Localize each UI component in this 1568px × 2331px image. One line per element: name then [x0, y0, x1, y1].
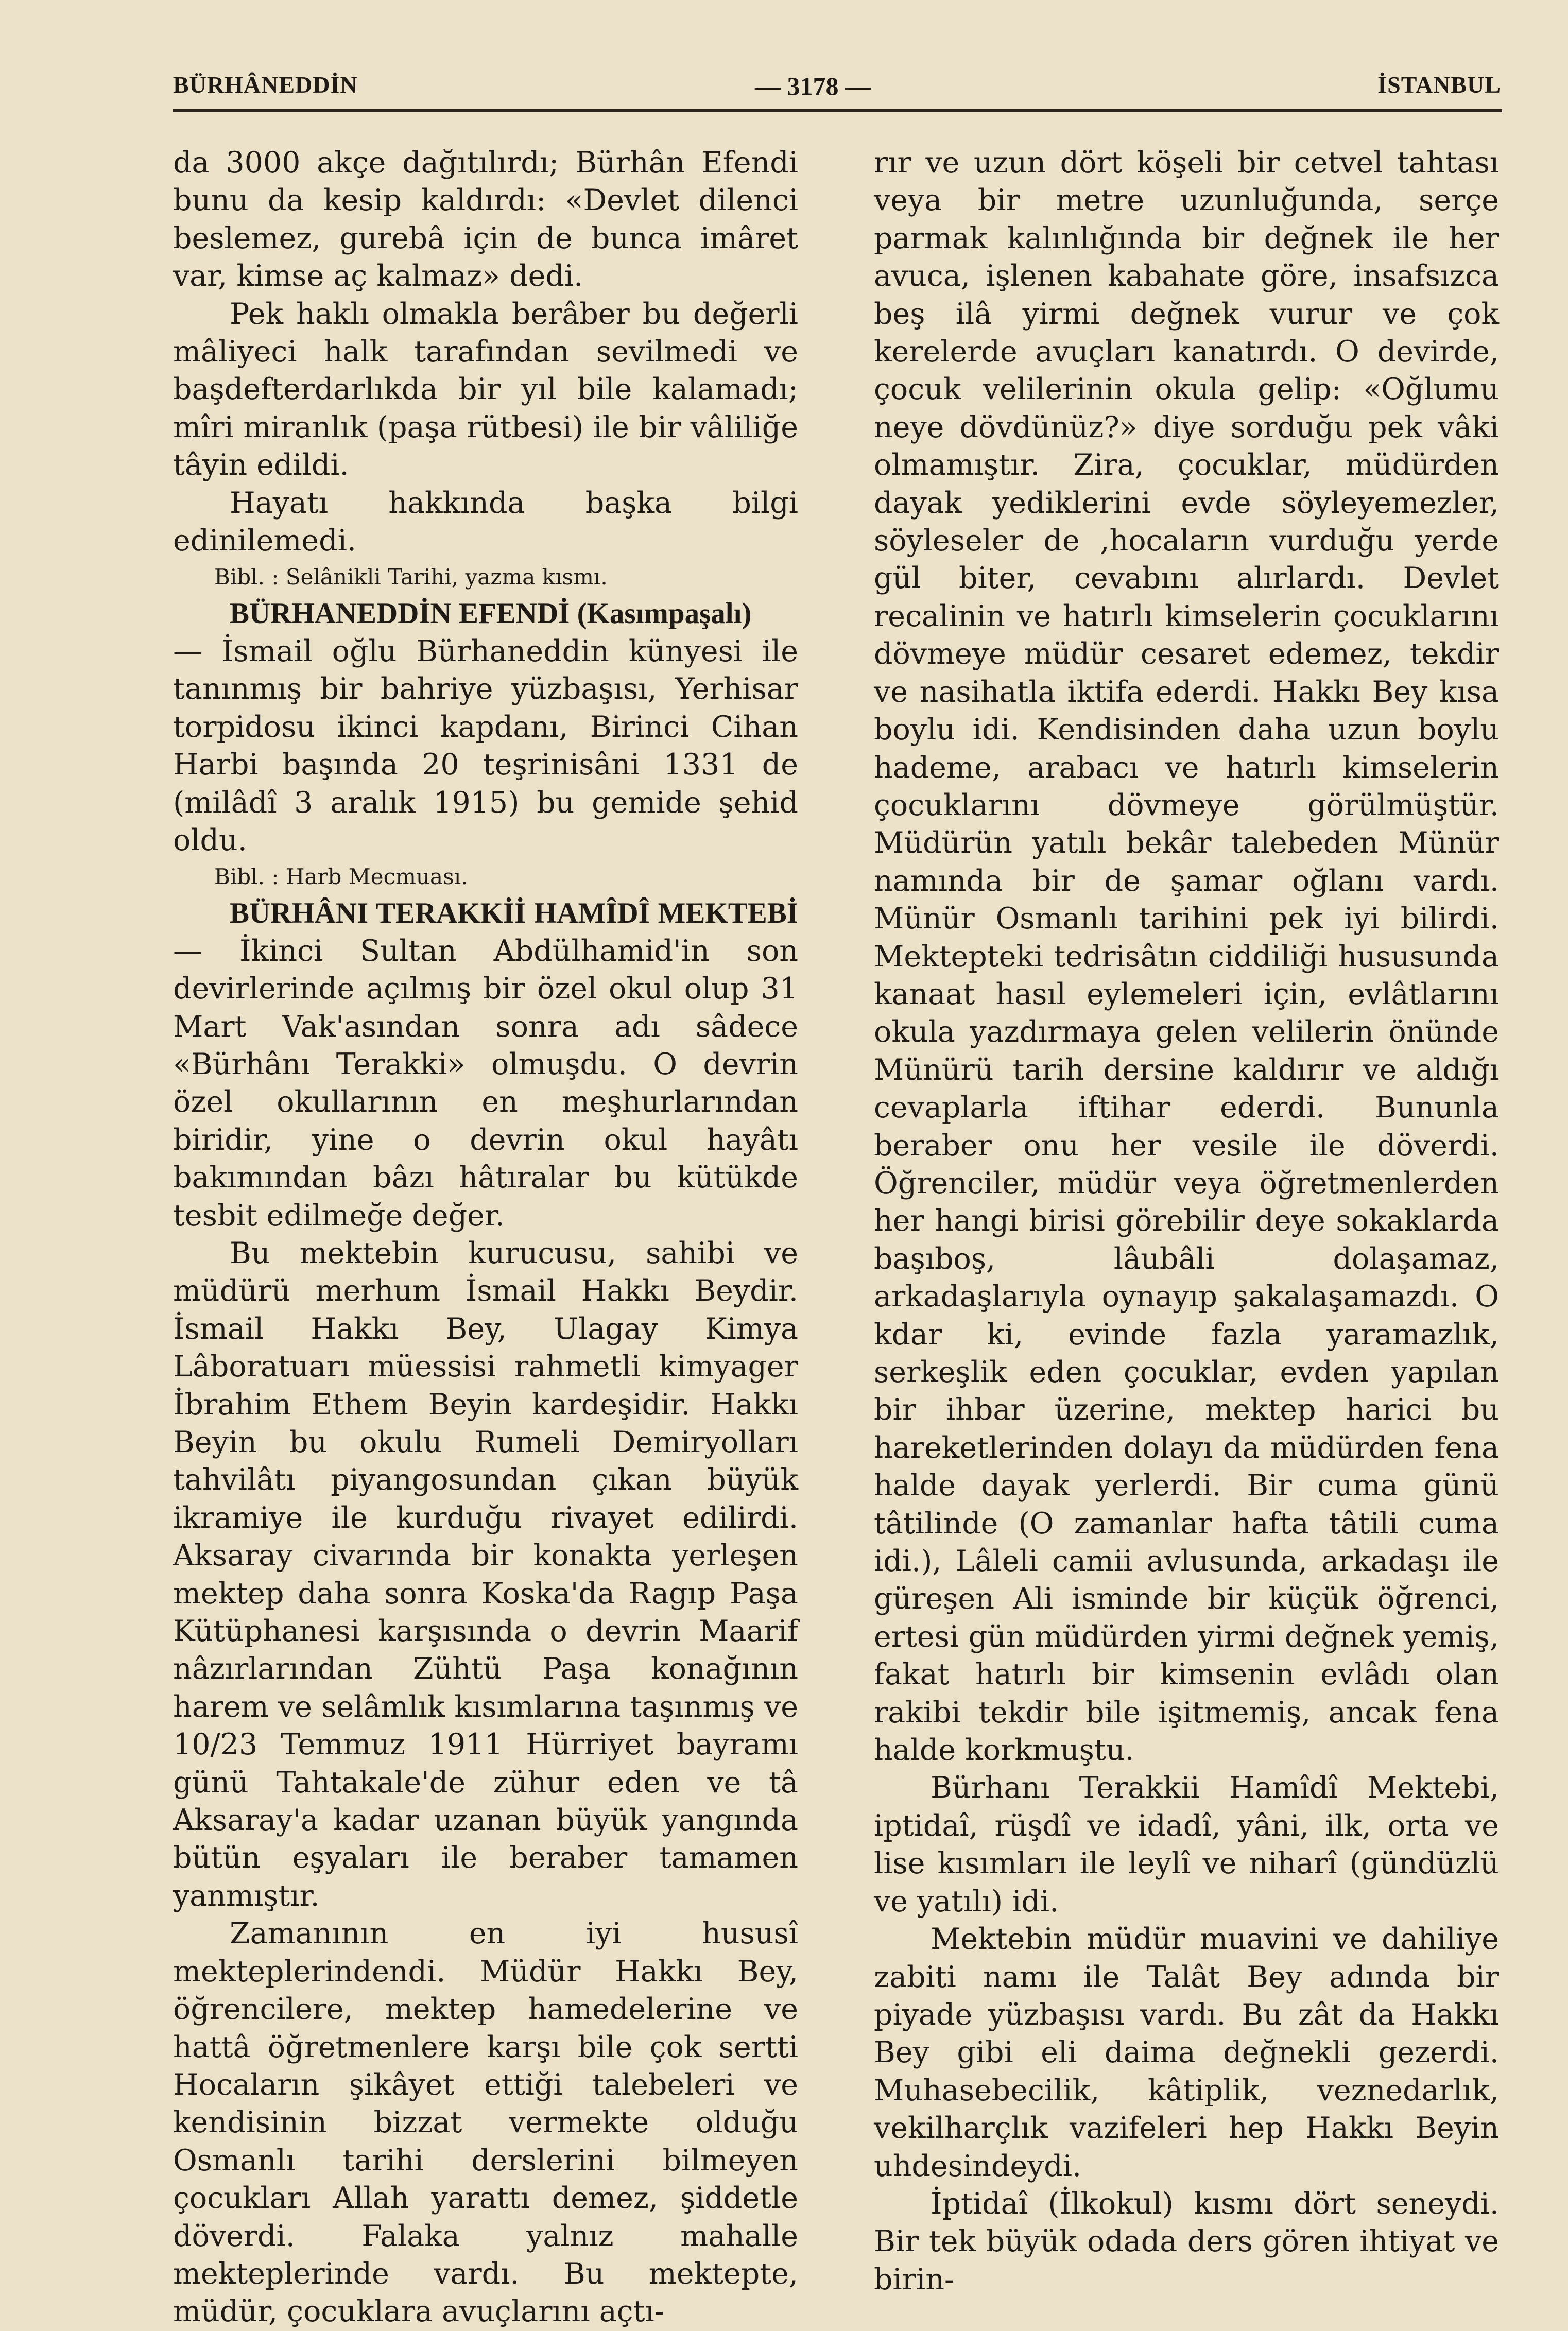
bibliography: Bibl. : Harb Mecmuası.	[214, 864, 468, 890]
paragraph: İptidaî (İlkokul) kısmı dört seneydi. Bir tek büyük odada ders gören ihtiyat ve birin-	[874, 2186, 1499, 2297]
header-rule	[173, 109, 1502, 112]
paragraph: rır ve uzun dört köşeli bir cetvel tahtası veya bir metre uzunluğunda, serçe parmak kalınlığında bir değnek ile her avuca, işlenen kabahate göre, insafsızca beş ilâ yirmi değnek vurur ve çok kerelerde avuçları kanatırdı. O devirde, çocuk velilerinin okula gelip: «Oğlumu neye dövdünüz?» diye sorduğu pek vâki olmamıştır. Zira, çocuklar, müdürden dayak yediklerini evde söyleyemezler, söyleseler de ,hocaların vurduğu yerde gül biter, cevabını alırlardı. Devlet recalinin ve hatırlı kimselerin çocuklarını dövmeye müdür cesaret edemez, tekdir ve nasihatla iktifa ederdi. Hakkı Bey kısa boylu idi. Kendisinden daha uzun boylu hademe, arabacı ve hatırlı kimselerin çocuklarını dövmeye görülmüştür. Müdürün yatılı bekâr talebeden Münür namında bir de şamar oğlanı vardı. Münür Osmanlı tarihini pek iyi bilirdi. Mektepteki tedrisâtın ciddiliği hususunda kanaat hasıl eylemeleri için, evlâtlarını okula yazdırmaya gelen velilerin önünde Münürü tarih dersine kaldırır ve aldığı cevaplarla iftihar ederdi. Bununla beraber onu her vesile ile döverdi. Öğrenciler, müdür veya öğretmenlerden her hangi birisi görebilir deye sokaklarda başıboş, lâubâli dolaşamaz, arkadaşlarıyla oynayıp şakalaşamazdı. O kdar ki, evinde fazla yaramazlık, serkeşlik eden çocuklar, evden yapılan bir ihbar üzerine, mektep harici bu hareketlerinden dolayı da müdürden fena halde dayak yerlerdi. Bir cuma günü tâtilinde (O zamanlar hafta tâtili cuma idi.), Lâleli camii avlusunda, arkadaşı ile güreşen Ali isminde bir küçük öğrenci, ertesi gün müdürden yirmi değnek yemiş, fakat hatırlı bir kimsenin evlâdı olan rakibi tekdir bile işitmemiş, ancak fena halde korkmuştu.	[874, 146, 1499, 1768]
paragraph: da 3000 akçe dağıtılırdı; Bürhân Efendi bunu da kesip kaldırdı: «Devlet dilenci beslemez, gurebâ için de bunca imâret var, kimse aç kalmaz» dedi.	[173, 146, 798, 293]
entry-title-suffix: (Kasımpaşalı)	[570, 597, 752, 630]
paragraph: Pek haklı olmakla berâber bu değerli mâliyeci halk tarafından sevilmedi ve başdefterdarlıkda bir yıl bile kalamadı; mîri miranlık (paşa rütbesi) ile bir vâliliğe tâyin edildi.	[173, 297, 798, 482]
right-column	[874, 144, 1499, 2299]
paragraph: Hayatı hakkında başka bilgi edinilemedi.	[173, 486, 798, 558]
paragraph: Bu mektebin kurucusu, sahibi ve müdürü merhum İsmail Hakkı Beydir. İsmail Hakkı Bey, Ulagay Kimya Lâboratuarı müessisi rahmetli kimyager İbrahim Ethem Beyin kardeşidir. Hakkı Beyin bu okulu Rumeli Demiryolları tahvilâtı piyangosundan çıkan büyük ikramiye ile kurduğu rivayet edilirdi. Aksaray civarında bir konakta yerleşen mektep daha sonra Koska'da Ragıp Paşa Kütüphanesi karşısında o devrin Maarif nâzırlarından Zühtü Paşa konağının harem ve selâmlık kısımlarına taşınmış ve 10/23 Temmuz 1911 Hürriyet bayramı günü Tahtakale'de zühur eden ve tâ Aksaray'a kadar uzanan büyük yangında bütün eşyaları ile beraber tamamen yanmıştır.	[173, 1236, 798, 1913]
left-column	[173, 144, 798, 2331]
entry-title: BÜRHANEDDİN EFENDİ	[230, 597, 570, 630]
page-number: — 3178 —	[755, 72, 871, 100]
paragraph: — İsmail oğlu Bürhaneddin künyesi ile tanınmış bir bahriye yüzbaşısı, Yerhisar torpidosu ikinci kapdanı, Birinci Cihan Harbi başında 20 teşrinisâni 1331 de (milâdî 3 aralık 1915) bu gemide şehid oldu.	[173, 634, 798, 857]
header-city: İSTANBUL	[1377, 72, 1501, 98]
paragraph: Bürhanı Terakkii Hamîdî Mektebi, iptidaî, rüşdî ve idadî, yâni, ilk, orta ve lise kısımları ile leylî ve niharî (gündüzlü ve yatılı) idi.	[874, 1771, 1499, 1919]
header-entry-word: BÜRHÂNEDDİN	[173, 72, 358, 98]
entry-paragraph	[173, 595, 798, 632]
entry-paragraph	[173, 894, 798, 1235]
paragraph: Zamanının en iyi hususî mekteplerindendi. Müdür Hakkı Bey, öğrencilere, mektep hamedelerine ve hattâ öğretmenlere karşı bile çok sertti Hocaların şikâyet ettiği talebeleri ve kendisinin bizzat vermekte olduğu Osmanlı tarihi derslerini bilmeyen çocukları Allah yarattı demez, şiddetle döverdi. Falaka yalnız mahalle mekteplerinde vardı. Bu mektepte, müdür, çocuklara avuçlarını açtı-	[173, 1916, 798, 2329]
page-header	[173, 71, 1501, 103]
entry-title: BÜRHÂNI TERAKKİİ HAMÎDÎ MEKTEBİ	[230, 897, 798, 930]
entry-body: — İkinci Sultan Abdülhamid'in son devirlerinde açılmış bir özel okul olup 31 Mart Vak'asından sonra adı sâdece «Bürhânı Terakki» olmuşdu. O devrin özel okullarının en meşhurlarından biridir, yine o devrin okul hayâtı bakımından bâzı hâtıralar bu kütükde tesbit edilmeğe değer.	[173, 934, 798, 1233]
bibliography: Bibl. : Selânikli Tarihi, yazma kısmı.	[214, 564, 608, 590]
paragraph: Mektebin müdür muavini ve dahiliye zabiti namı ile Talât Bey adında bir piyade yüzbaşısı vardı. Bu zât da Hakkı Bey gibi eli daima değnekli gezerdi. Muhasebecilik, kâtiplik, veznedarlık, vekilharçlık vazifeleri hep Hakkı Beyin uhdesindeydi.	[874, 1922, 1499, 2183]
